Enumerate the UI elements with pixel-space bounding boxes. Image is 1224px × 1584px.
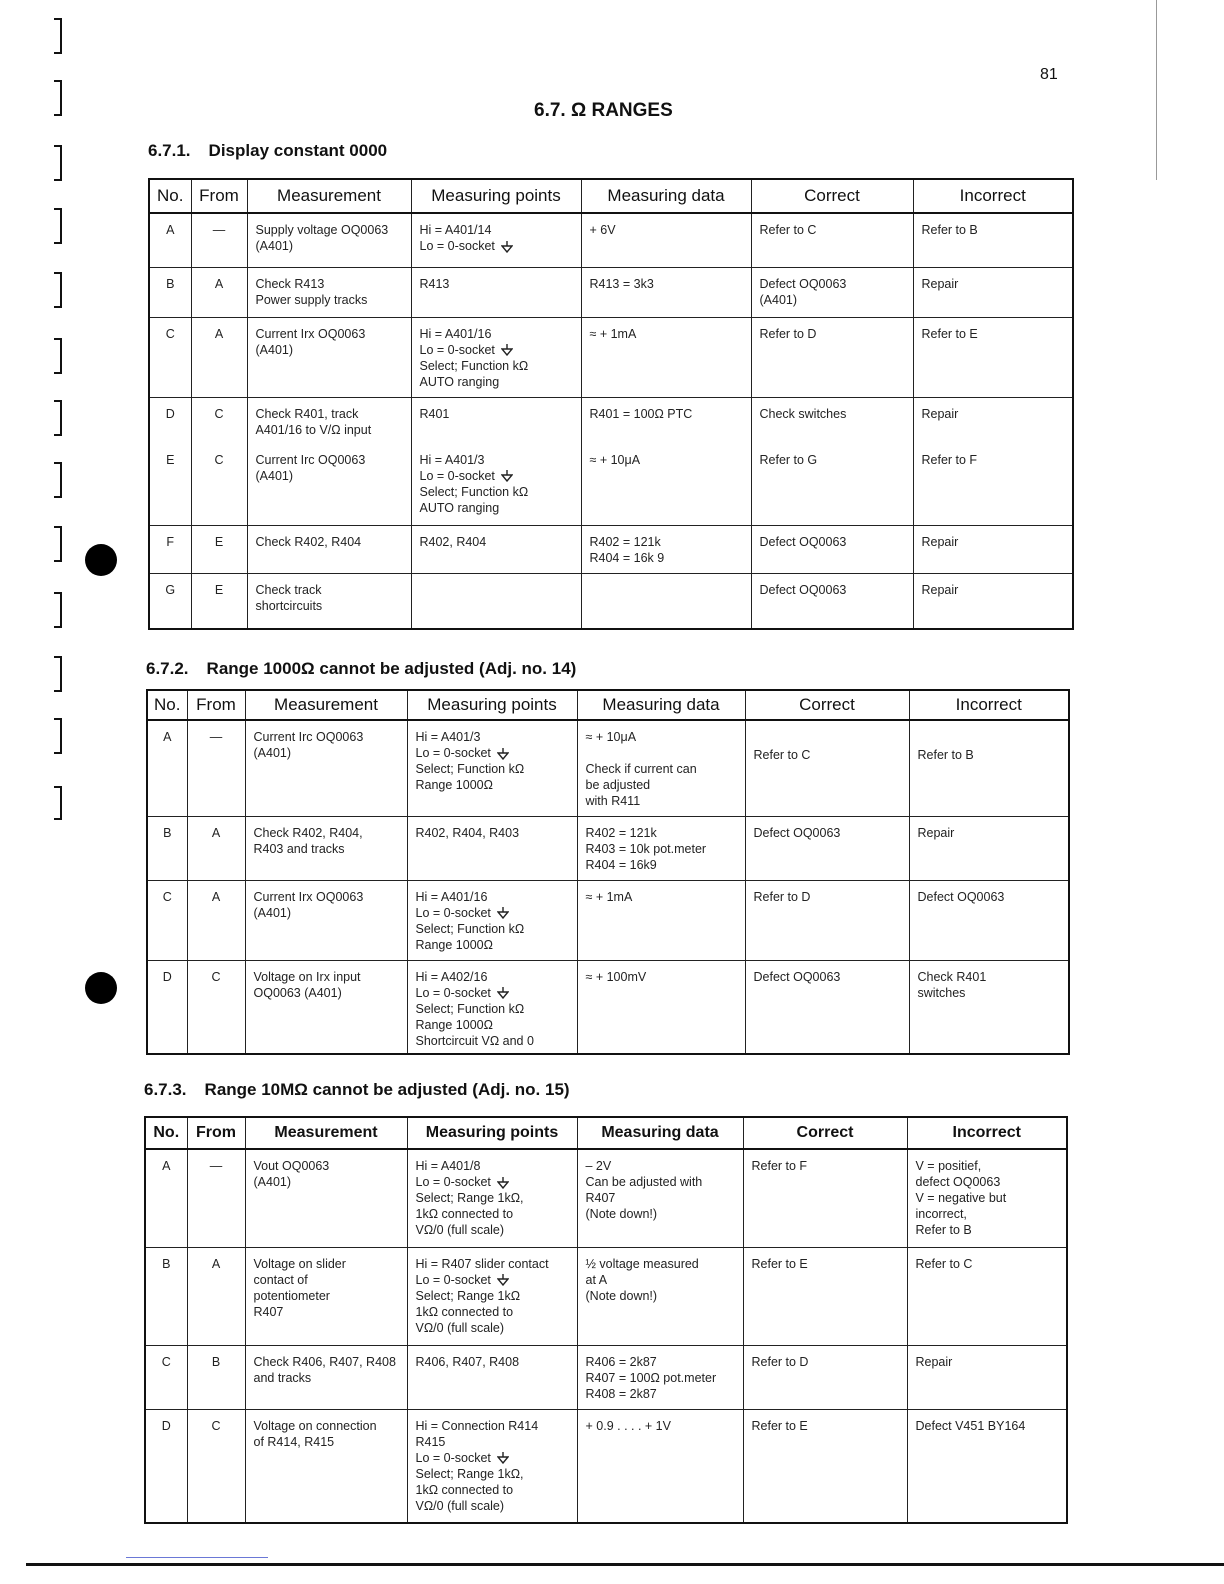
scan-artifact-line (126, 1557, 268, 1558)
cell-incorrect: Repair (907, 1345, 1067, 1409)
cell-incorrect: Repair (909, 816, 1069, 880)
ground-symbol-icon (501, 344, 513, 356)
cell-from: E (191, 525, 247, 573)
cell-data: ≈ + 1mA (581, 317, 751, 397)
cell-points: Hi = A401/14 Lo = 0-socket (411, 213, 581, 267)
row-d-measurement: Check R401, track A401/16 to V/Ω input (255, 406, 372, 437)
cell-measurement: Check R406, R407, R408 and tracks (245, 1345, 407, 1409)
cell-measurement (247, 397, 411, 525)
ground-symbol-icon (497, 987, 509, 999)
binder-bracket (54, 786, 62, 820)
cell-from: A (187, 1247, 245, 1345)
cell-data: ½ voltage measured at A (Note down!) (577, 1247, 743, 1345)
header-measuring-points: Measuring points (411, 179, 581, 213)
page-edge-line (1156, 0, 1157, 180)
cell-correct: Defect OQ0063 (751, 573, 913, 629)
cell-incorrect (913, 397, 1073, 525)
page-bottom-rule (26, 1563, 1224, 1566)
page-title: 6.7. Ω RANGES (534, 100, 673, 121)
cell-measurement: Voltage on connection of R414, R415 (245, 1409, 407, 1523)
cell-from: B (187, 1345, 245, 1409)
cell-points: Hi = A402/16 Lo = 0-socket Select; Function kΩ Range 1000Ω Shortcircuit VΩ and 0 (407, 960, 577, 1054)
cell-no: C (145, 1345, 187, 1409)
cell-points (411, 397, 581, 525)
ground-symbol-icon (497, 1177, 509, 1189)
section-number: 6.7.1. (148, 141, 191, 160)
cell-correct: Refer to D (751, 317, 913, 397)
cell-measurement: Vout OQ0063 (A401) (245, 1149, 407, 1247)
ground-symbol-icon (497, 1274, 509, 1286)
cell-no: A (145, 1149, 187, 1247)
cell-no: G (149, 573, 191, 629)
cell-measurement: Voltage on slider contact of potentiometer R407 (245, 1247, 407, 1345)
cell-measurement: Check R402, R404 (247, 525, 411, 573)
table-row-merged (149, 397, 1073, 525)
cell-no: A (149, 213, 191, 267)
table-row (147, 720, 1069, 816)
header-from: From (187, 1117, 245, 1149)
binder-bracket (54, 18, 62, 54)
header-incorrect: Incorrect (907, 1117, 1067, 1149)
cell-no: A (147, 720, 187, 816)
table-row (145, 1247, 1067, 1345)
cell-points: Hi = R407 slider contact Lo = 0-socket Select; Range 1kΩ 1kΩ connected to VΩ/0 (full scale) (407, 1247, 577, 1345)
ground-symbol-icon (497, 748, 509, 760)
cell-from: A (191, 267, 247, 317)
header-correct: Correct (743, 1117, 907, 1149)
binder-bracket (54, 592, 62, 628)
punch-hole (85, 972, 117, 1004)
header-no: No. (149, 179, 191, 213)
cell-measurement: Check R402, R404, R403 and tracks (245, 816, 407, 880)
cell-no: D (147, 960, 187, 1054)
cell-from: C (187, 1409, 245, 1523)
cell-correct: Refer to C (751, 213, 913, 267)
cell-incorrect: Repair (913, 525, 1073, 573)
cell-incorrect: Check R401 switches (909, 960, 1069, 1054)
binder-bracket (54, 462, 62, 498)
ground-symbol-icon (501, 470, 513, 482)
cell-incorrect: Refer to C (907, 1247, 1067, 1345)
table-row (145, 1149, 1067, 1247)
cell-from: — (191, 213, 247, 267)
row-d-no: D (165, 406, 175, 421)
row-e-measurement: Current Irc OQ0063 (A401) (255, 452, 366, 483)
cell-data: R402 = 121k R403 = 10k pot.meter R404 = 16k9 (577, 816, 745, 880)
section-heading (148, 141, 387, 161)
cell-correct: Defect OQ0063 (745, 960, 909, 1054)
cell-correct: Refer to C (745, 720, 909, 816)
cell-correct: Refer to F (743, 1149, 907, 1247)
cell-no: B (147, 816, 187, 880)
cell-incorrect: Refer to B (909, 720, 1069, 816)
section-title: Range 1000Ω cannot be adjusted (Adj. no. 14) (206, 659, 577, 678)
cell-points: R402, R404 (411, 525, 581, 573)
binder-bracket (54, 208, 62, 244)
troubleshooting-table (146, 689, 1070, 1055)
cell-measurement: Check R413 Power supply tracks (247, 267, 411, 317)
row-e-correct: Refer to G (759, 452, 818, 467)
table-row (145, 1409, 1067, 1523)
cell-no (149, 397, 191, 525)
header-from: From (191, 179, 247, 213)
cell-data: R406 = 2k87 R407 = 100Ω pot.meter R408 = 2k87 (577, 1345, 743, 1409)
binder-bracket (54, 145, 62, 181)
cell-data: ≈ + 100mV (577, 960, 745, 1054)
cell-no: C (149, 317, 191, 397)
cell-data: ≈ + 10μA Check if current can be adjusted with R411 (577, 720, 745, 816)
cell-from: C (187, 960, 245, 1054)
cell-points: Hi = A401/8 Lo = 0-socket Select; Range 1kΩ, 1kΩ connected to VΩ/0 (full scale) (407, 1149, 577, 1247)
cell-data: – 2V Can be adjusted with R407 (Note down!) (577, 1149, 743, 1247)
header-measurement: Measurement (247, 179, 411, 213)
header-correct: Correct (751, 179, 913, 213)
header-measuring-data: Measuring data (577, 690, 745, 720)
binder-bracket (54, 656, 62, 692)
ground-symbol-icon (501, 241, 513, 253)
cell-correct: Refer to E (743, 1247, 907, 1345)
cell-points: R413 (411, 267, 581, 317)
cell-incorrect: V = positief, defect OQ0063 V = negative but incorrect, Refer to B (907, 1149, 1067, 1247)
cell-no: F (149, 525, 191, 573)
section-heading (144, 1080, 570, 1100)
page-number: 81 (1040, 66, 1058, 83)
cell-correct: Defect OQ0063 (A401) (751, 267, 913, 317)
cell-from: A (187, 880, 245, 960)
cell-no: B (149, 267, 191, 317)
cell-measurement: Voltage on Irx input OQ0063 (A401) (245, 960, 407, 1054)
row-e-incorrect: Refer to F (921, 452, 978, 467)
cell-no: C (147, 880, 187, 960)
binder-bracket (54, 338, 62, 374)
ground-symbol-icon (497, 907, 509, 919)
binder-bracket (54, 80, 62, 116)
cell-measurement: Current Irx OQ0063 (A401) (245, 880, 407, 960)
troubleshooting-table (148, 178, 1074, 630)
row-e-points: Hi = A401/3 Lo = 0-socket Select; Function kΩ AUTO ranging (419, 452, 529, 515)
table-row (149, 573, 1073, 629)
cell-data: R413 = 3k3 (581, 267, 751, 317)
cell-correct: Refer to E (743, 1409, 907, 1523)
header-incorrect: Incorrect (909, 690, 1069, 720)
cell-measurement: Supply voltage OQ0063 (A401) (247, 213, 411, 267)
cell-measurement: Check track shortcircuits (247, 573, 411, 629)
table-row (147, 816, 1069, 880)
cell-data: R402 = 121k R404 = 16k 9 (581, 525, 751, 573)
cell-points: Hi = A401/16 Lo = 0-socket Select; Function kΩ AUTO ranging (411, 317, 581, 397)
header-measurement: Measurement (245, 690, 407, 720)
cell-correct: Refer to D (745, 880, 909, 960)
cell-points: R406, R407, R408 (407, 1345, 577, 1409)
cell-no: D (145, 1409, 187, 1523)
cell-points (411, 573, 581, 629)
punch-hole (85, 544, 117, 576)
header-measuring-points: Measuring points (407, 690, 577, 720)
header-measurement: Measurement (245, 1117, 407, 1149)
table-row (149, 267, 1073, 317)
binder-bracket (54, 400, 62, 436)
cell-incorrect: Refer to E (913, 317, 1073, 397)
header-from: From (187, 690, 245, 720)
cell-incorrect: Repair (913, 267, 1073, 317)
cell-incorrect: Refer to B (913, 213, 1073, 267)
cell-points: Hi = A401/3 Lo = 0-socket Select; Function kΩ Range 1000Ω (407, 720, 577, 816)
cell-from: A (191, 317, 247, 397)
cell-data: ≈ + 1mA (577, 880, 745, 960)
row-d-data: R401 = 100Ω PTC (589, 406, 693, 421)
section-number: 6.7.3. (144, 1080, 187, 1099)
cell-points: R402, R404, R403 (407, 816, 577, 880)
cell-from: E (191, 573, 247, 629)
cell-points: Hi = A401/16 Lo = 0-socket Select; Function kΩ Range 1000Ω (407, 880, 577, 960)
table-row (149, 213, 1073, 267)
header-measuring-data: Measuring data (581, 179, 751, 213)
section-heading (146, 659, 576, 679)
cell-correct: Refer to D (743, 1345, 907, 1409)
table-row (147, 960, 1069, 1054)
header-correct: Correct (745, 690, 909, 720)
row-d-correct: Check switches (759, 406, 847, 421)
row-e-data: ≈ + 10μA (589, 452, 641, 467)
row-e-from: C (214, 452, 224, 467)
table-row (149, 317, 1073, 397)
row-e-no: E (166, 452, 175, 467)
row-d-incorrect: Repair (921, 406, 959, 421)
ground-symbol-icon (497, 1452, 509, 1464)
header-incorrect: Incorrect (913, 179, 1073, 213)
cell-from: — (187, 720, 245, 816)
table-row (147, 880, 1069, 960)
cell-data: + 0.9 . . . . + 1V (577, 1409, 743, 1523)
cell-data (581, 573, 751, 629)
cell-correct (751, 397, 913, 525)
cell-incorrect: Repair (913, 573, 1073, 629)
cell-from (191, 397, 247, 525)
cell-incorrect: Defect V451 BY164 (907, 1409, 1067, 1523)
header-measuring-data: Measuring data (577, 1117, 743, 1149)
section-number: 6.7.2. (146, 659, 189, 678)
row-d-points: R401 (419, 406, 450, 421)
cell-correct: Defect OQ0063 (751, 525, 913, 573)
header-no: No. (147, 690, 187, 720)
cell-data (581, 397, 751, 525)
cell-from: A (187, 816, 245, 880)
cell-no: B (145, 1247, 187, 1345)
section-title: Range 10MΩ cannot be adjusted (Adj. no. 15) (204, 1080, 570, 1099)
binder-bracket (54, 272, 62, 308)
table-row (145, 1345, 1067, 1409)
cell-measurement: Current Irc OQ0063 (A401) (245, 720, 407, 816)
cell-from: — (187, 1149, 245, 1247)
cell-data: + 6V (581, 213, 751, 267)
header-measuring-points: Measuring points (407, 1117, 577, 1149)
binder-bracket (54, 526, 62, 562)
cell-incorrect: Defect OQ0063 (909, 880, 1069, 960)
cell-points: Hi = Connection R414 R415 Lo = 0-socket Select; Range 1kΩ, 1kΩ connected to VΩ/0 (full scale) (407, 1409, 577, 1523)
header-no: No. (145, 1117, 187, 1149)
section-title: Display constant 0000 (208, 141, 388, 160)
cell-measurement: Current Irx OQ0063 (A401) (247, 317, 411, 397)
table-row (149, 525, 1073, 573)
row-d-from: C (214, 406, 224, 421)
cell-correct: Defect OQ0063 (745, 816, 909, 880)
troubleshooting-table (144, 1116, 1068, 1524)
binder-bracket (54, 718, 62, 754)
